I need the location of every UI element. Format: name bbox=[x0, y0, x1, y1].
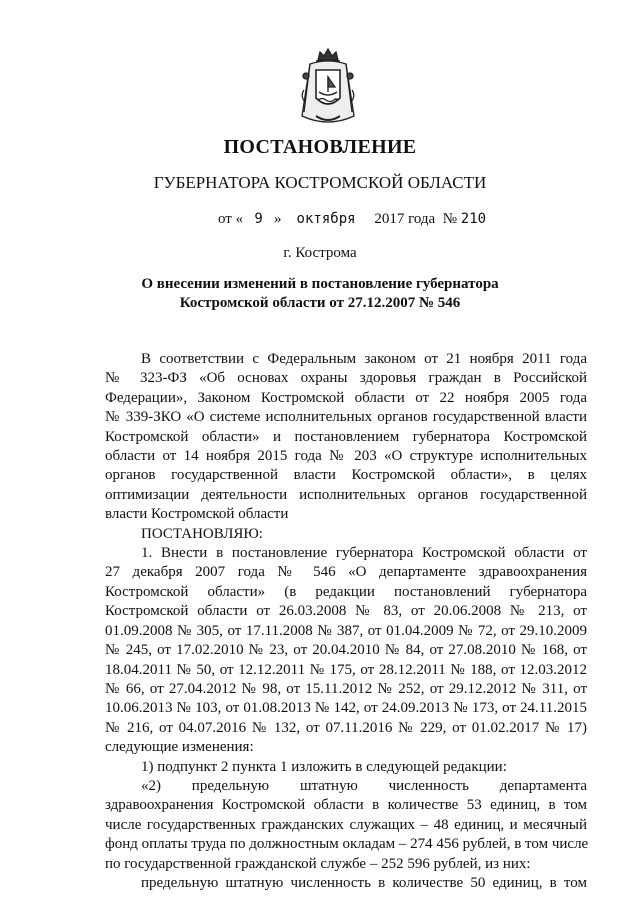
body-line: № 216, от 04.07.2016 № 132, от 07.11.2016 № 229, от 01.02.2017 № 17) bbox=[105, 719, 587, 736]
body-line: Костромской области» (в редакции постановлений губернатора bbox=[105, 583, 587, 600]
heading-line-2: Костромской области от 27.12.2007 № 546 bbox=[179, 295, 461, 311]
body-line: 18.04.2011 № 50, от 12.12.2011 № 175, от 28.12.2011 № 188, от 12.03.2012 bbox=[105, 661, 587, 678]
body-line: Костромской области» и постановлением губернатора Костромской bbox=[105, 428, 587, 445]
date-line bbox=[218, 211, 486, 228]
document-title: ПОСТАНОВЛЕНИЕ bbox=[223, 136, 417, 158]
body-line: В соответствии с Федеральным законом от 21 ноября 2011 года bbox=[141, 351, 587, 367]
date-day: 9 bbox=[254, 211, 263, 227]
body-line: фонд оплаты труда по должностным окладам – 274 456 рублей, в том числе bbox=[105, 836, 589, 853]
body-line: органов государственной власти Костромской области», в целях bbox=[105, 467, 587, 484]
date-prefix: от « bbox=[218, 211, 244, 227]
body-line: 1. Внести в постановление губернатора Костромской области от bbox=[141, 545, 587, 562]
body-line: «2) предельную штатную численность департамента bbox=[141, 777, 587, 794]
body-line: Костромской области от 26.03.2008 № 83, от 20.06.2008 № 213, от bbox=[105, 603, 587, 620]
body-line: следующие изменения: bbox=[105, 739, 254, 756]
body-line: Федерации», Законом Костромской области от 22 ноября 2005 года bbox=[105, 389, 587, 406]
body-line: № 66, от 27.04.2012 № 98, от 15.11.2012 № 252, от 29.12.2012 № 311, от bbox=[105, 680, 587, 697]
body-line: власти Костромской области bbox=[105, 506, 289, 523]
body-line: № 245, от 17.02.2010 № 23, от 20.04.2010 № 84, от 27.08.2010 № 168, от bbox=[105, 642, 587, 659]
date-year: 2017 года bbox=[374, 211, 436, 227]
body-line: по государственной гражданской службе – 252 596 рублей, из них: bbox=[105, 855, 531, 872]
body-line: предельную штатную численность в количестве 50 единиц, в том bbox=[141, 874, 587, 891]
city-line: г. Кострома bbox=[283, 245, 357, 261]
coat-of-arms-emblem bbox=[296, 46, 360, 132]
document-body bbox=[105, 350, 587, 893]
body-line: 10.06.2013 № 103, от 01.08.2013 № 142, от 24.09.2013 № 173, от 24.11.2015 bbox=[105, 700, 587, 717]
date-day-close: » bbox=[274, 211, 282, 227]
body-line: № 323-ФЗ «Об основах охраны здоровья граждан в Российской bbox=[105, 370, 587, 387]
document-subtitle: ГУБЕРНАТОРА КОСТРОМСКОЙ ОБЛАСТИ bbox=[153, 173, 487, 192]
body-line: области от 14 ноября 2015 года № 203 «О структуре исполнительных bbox=[105, 448, 587, 465]
body-line: 01.09.2008 № 305, от 17.11.2008 № 387, от 01.04.2009 № 72, от 29.10.2009 bbox=[105, 622, 587, 639]
document-heading bbox=[0, 275, 640, 313]
date-month: октября bbox=[296, 211, 356, 227]
heading-line-1: О внесении изменений в постановление губернатора bbox=[141, 276, 499, 292]
body-line: здравоохранения Костромской области в количестве 53 единиц, в том bbox=[105, 797, 587, 814]
body-line: 27 декабря 2007 года № 546 «О департаменте здравоохранения bbox=[105, 564, 587, 581]
body-line: № 339-ЗКО «О системе исполнительных органов государственной власти bbox=[105, 409, 587, 426]
number-sign: № bbox=[442, 211, 458, 227]
body-line: оптимизации деятельности исполнительных органов государственной bbox=[105, 486, 587, 503]
body-line: 1) подпункт 2 пункта 1 изложить в следующей редакции: bbox=[141, 758, 507, 775]
resolution-word: ПОСТАНОВЛЯЮ: bbox=[141, 525, 263, 542]
document-number: 210 bbox=[460, 211, 487, 227]
body-line: числе государственных гражданских служащих – 48 единиц, и месячный bbox=[105, 816, 587, 833]
